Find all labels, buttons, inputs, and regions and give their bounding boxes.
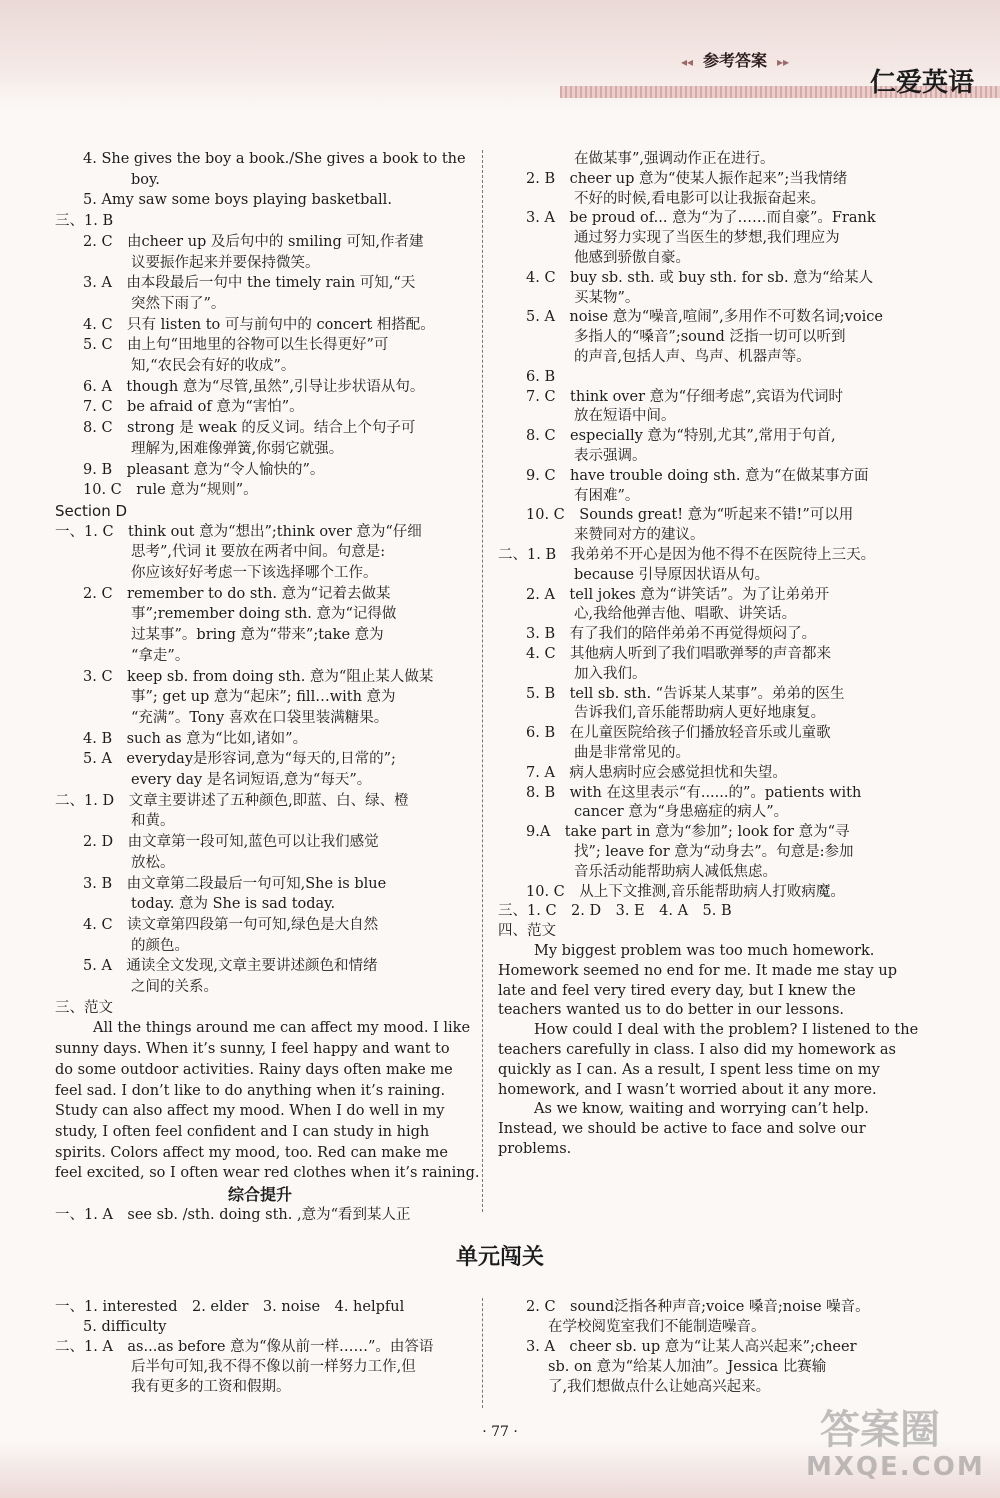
text-line: 在学校阅览室我们不能制造噪音。 bbox=[548, 1319, 766, 1335]
text-line: 5. difficulty bbox=[83, 1319, 167, 1335]
text-line: do some outdoor activities. Rainy days often make me bbox=[55, 1061, 453, 1078]
text-line: 三、1. C 2. D 3. E 4. A 5. B bbox=[498, 903, 732, 920]
text-line: 通过努力实现了当医生的梦想,我们理应为 bbox=[574, 230, 840, 247]
text-line: 一、1. A see sb. /sth. doing sth. ,意为“看到某人正 bbox=[55, 1206, 411, 1223]
text-line: 6. A though 意为“尽管,虽然”,引导让步状语从句。 bbox=[83, 378, 425, 395]
text-line: 议要振作起来并要保持微笑。 bbox=[131, 254, 320, 271]
text-line: 一、1. interested 2. elder 3. noise 4. helpful bbox=[55, 1299, 405, 1315]
text-line: 告诉我们,音乐能帮助病人更好地康复。 bbox=[574, 705, 826, 722]
text-line: 放在短语中间。 bbox=[574, 408, 676, 425]
text-line: 3. B 由文章第二段最后一句可知,She is blue bbox=[83, 875, 387, 892]
text-line: Study can also affect my mood. When I do well in my bbox=[55, 1103, 445, 1120]
text-line: 5. C 由上句“田地里的谷物可以生长得更好”可 bbox=[83, 337, 389, 354]
text-line: “充满”。Tony 喜欢在口袋里装满糖果。 bbox=[131, 709, 389, 726]
text-line: 不好的时候,看电影可以让我振奋起来。 bbox=[574, 190, 826, 207]
text-line: cancer 意为“身患癌症的病人”。 bbox=[574, 804, 789, 821]
text-line: 8. C especially 意为“特别,尤其”,常用于句首, bbox=[526, 428, 836, 445]
text-line: 4. C 只有 listen to 可与前句中的 concert 相搭配。 bbox=[83, 316, 435, 333]
text-line: 表示强调。 bbox=[574, 448, 647, 464]
text-line: 4. B such as 意为“比如,诸如”。 bbox=[83, 730, 308, 747]
text-line: sunny days. When it’s sunny, I feel happy and want to bbox=[55, 1041, 450, 1058]
text-line: 你应该好好考虑一下该选择哪个工作。 bbox=[131, 565, 378, 581]
text-line: 四、范文 bbox=[498, 923, 556, 940]
text-line: As we know, waiting and worrying can’t help. bbox=[534, 1101, 869, 1118]
text-line: 买某物”。 bbox=[574, 289, 640, 306]
text-line: 7. C be afraid of 意为“害怕”。 bbox=[83, 399, 304, 416]
text-line: spirits. Colors affect my mood, too. Red can make me bbox=[55, 1144, 448, 1161]
text-line: 他感到骄傲自豪。 bbox=[574, 250, 690, 266]
book-title: 仁爱英语 bbox=[870, 68, 975, 98]
text-line: 8. C strong 是 weak 的反义词。结合上个句子可 bbox=[83, 420, 416, 437]
text-line: How could I deal with the problem? I listened to the bbox=[534, 1022, 919, 1039]
text-line: 在做某事”,强调动作正在进行。 bbox=[574, 151, 775, 167]
text-line: 曲是非常常见的。 bbox=[574, 745, 690, 761]
text-line: 5. Amy saw some boys playing basketball. bbox=[83, 192, 392, 209]
text-line: 8. B with 在这里表示“有......的”。patients with bbox=[526, 784, 862, 801]
text-line: 6. B bbox=[526, 368, 556, 385]
text-line: 2. C sound泛指各种声音;voice 嗓音;noise 噪音。 bbox=[526, 1299, 870, 1315]
text-line: 2. B cheer up 意为“使某人振作起来”;当我情绪 bbox=[526, 170, 848, 187]
text-line: 知,“农民会有好的收成”。 bbox=[131, 358, 296, 374]
text-line: 4. C 其他病人听到了我们唱歌弹琴的声音都来 bbox=[526, 646, 832, 662]
text-line: today. 意为 She is sad today. bbox=[131, 896, 336, 913]
text-line: All the things around me can affect my mood. I like bbox=[93, 1020, 471, 1037]
text-line: 5. A everyday是形容词,意为“每天的,日常的”; bbox=[83, 751, 396, 768]
text-line: 5. A noise 意为“噪音,喧闹”,多用作不可数名词;voice bbox=[526, 309, 883, 326]
text-line: feel sad. I don’t like to do anything when it’s raining. bbox=[55, 1082, 446, 1099]
text-line: 我有更多的工资和假期。 bbox=[131, 1379, 291, 1395]
text-line: 一、1. C think out 意为“想出”;think over 意为“仔细 bbox=[55, 523, 422, 540]
text-line: 的颜色。 bbox=[131, 937, 189, 954]
text-line: 3. A cheer sb. up 意为“让某人高兴起来”;cheer bbox=[526, 1339, 857, 1355]
text-line: 放松。 bbox=[131, 854, 175, 871]
text-line: 突然下雨了”。 bbox=[131, 295, 226, 312]
text-line: 事”; get up 意为“起床”; fill…with 意为 bbox=[131, 689, 396, 706]
text-line: homework, and I wasn’t worried about it any more. bbox=[498, 1081, 877, 1098]
text-line: 音乐活动能帮助病人减低焦虑。 bbox=[574, 863, 777, 880]
text-line: 4. C 读文章第四段第一句可知,绿色是大自然 bbox=[83, 916, 379, 933]
text-line: 3. A be proud of... 意为“为了……而自豪”。Frank bbox=[526, 210, 876, 227]
header-section-label: ◂◂ 参考答案 ▸▸ bbox=[680, 51, 790, 70]
text-line: 来赞同对方的建议。 bbox=[574, 527, 705, 544]
text-line: late and feel very tired every day, but I knew the bbox=[498, 982, 856, 999]
text-line: Instead, we should be active to face and solve our bbox=[498, 1121, 866, 1138]
text-line: teachers carefully in class. I also did my homework as bbox=[498, 1042, 896, 1058]
text-line: 3. C keep sb. from doing sth. 意为“阻止某人做某 bbox=[83, 668, 434, 685]
column-divider-bottom bbox=[482, 1298, 483, 1408]
text-line: 的声音,包括人声、鸟声、机器声等。 bbox=[574, 349, 811, 365]
arrow-right-icon: ▸▸ bbox=[777, 55, 790, 69]
text-line: 二、1. B 我弟弟不开心是因为他不得不在医院待上三天。 bbox=[498, 547, 876, 563]
text-line: Homework seemed no end for me. It made me stay up bbox=[498, 962, 897, 979]
text-line: 3. A 由本段最后一句中 the timely rain 可知,“天 bbox=[83, 275, 416, 292]
text-line: 5. B tell sb. sth. “告诉某人某事”。弟弟的医生 bbox=[526, 685, 845, 702]
text-line: 过某事”。bring 意为“带来”;take 意为 bbox=[131, 627, 384, 644]
text-line: teachers wanted us to do better in our lessons. bbox=[498, 1002, 844, 1019]
text-line: 思考”,代词 it 要放在两者中间。句意是: bbox=[131, 544, 386, 561]
text-line: 7. C think over 意为“仔细考虑”,宾语为代词时 bbox=[526, 388, 844, 405]
text-line: 和黄。 bbox=[131, 813, 175, 830]
text-line: 综合提升 bbox=[227, 1185, 292, 1204]
text-line: Section D bbox=[55, 501, 128, 520]
text-line: 3. B 有了我们的陪伴弟弟不再觉得烦闷了。 bbox=[526, 626, 817, 643]
text-line: study, I often feel confident and I can study in high bbox=[55, 1123, 430, 1140]
page-number: · 77 · bbox=[482, 1424, 518, 1440]
text-line: 二、1. A as...as before 意为“像从前一样……”。由答语 bbox=[55, 1339, 434, 1355]
text-line: because 引导原因状语从句。 bbox=[574, 566, 770, 583]
text-line: 之间的关系。 bbox=[131, 979, 218, 995]
text-line: 5. A 通读全文发现,文章主要讲述颜色和情绪 bbox=[83, 958, 378, 975]
text-line: boy. bbox=[131, 171, 160, 188]
text-line: 了,我们想做点什么让她高兴起来。 bbox=[548, 1379, 771, 1395]
text-line: quickly as I can. As a result, I spent less time on my bbox=[498, 1061, 880, 1078]
text-line: 二、1. D 文章主要讲述了五种颜色,即蓝、白、绿、橙 bbox=[55, 792, 409, 809]
text-line: 4. C buy sb. sth. 或 buy sth. for sb. 意为“给某人 bbox=[526, 269, 874, 286]
text-line: problems. bbox=[498, 1141, 572, 1157]
text-line: feel excited, so I often wear red clothes when it’s raining. bbox=[55, 1165, 480, 1182]
text-line: 有困难”。 bbox=[574, 487, 640, 504]
text-line: 2. C 由cheer up 及后句中的 smiling 可知,作者建 bbox=[83, 233, 424, 250]
text-line: 2. C remember to do sth. 意为“记着去做某 bbox=[83, 585, 391, 602]
text-line: 9.A take part in 意为“参加”; look for 意为“寻 bbox=[526, 824, 850, 841]
text-line: 9. C have trouble doing sth. 意为“在做某事方面 bbox=[526, 467, 869, 484]
text-line: 10. C rule 意为“规则”。 bbox=[83, 482, 258, 499]
text-line: 加入我们。 bbox=[574, 665, 647, 682]
text-line: 三、范文 bbox=[55, 999, 113, 1016]
text-line: 6. B 在儿童医院给孩子们播放轻音乐或儿童歌 bbox=[526, 725, 831, 742]
text-line: 10. C 从上下文推测,音乐能帮助病人打败病魔。 bbox=[526, 883, 845, 900]
text-line: 多指人的“嗓音”;sound 泛指一切可以听到 bbox=[574, 329, 846, 346]
text-line: “拿走”。 bbox=[131, 647, 190, 664]
column-divider bbox=[482, 150, 483, 1212]
text-line: 理解为,困难像弹簧,你弱它就强。 bbox=[131, 440, 344, 457]
text-line: 9. B pleasant 意为“令人愉快的”。 bbox=[83, 461, 325, 478]
text-line: 4. She gives the boy a book./She gives a book to the bbox=[83, 151, 466, 167]
text-line: 7. A 病人患病时应会感觉担忧和失望。 bbox=[526, 764, 787, 781]
text-line: 找”; leave for 意为“动身去”。句意是:参加 bbox=[574, 844, 854, 860]
text-line: 2. A tell jokes 意为“讲笑话”。为了让弟弟开 bbox=[526, 586, 830, 603]
text-line: 事”;remember doing sth. 意为“记得做 bbox=[131, 606, 397, 623]
text-line: sb. on 意为“给某人加油”。Jessica 比赛输 bbox=[548, 1359, 827, 1375]
watermark-url: MXQE.COM bbox=[806, 1452, 985, 1482]
watermark-logo: 答案圈 bbox=[820, 1407, 940, 1453]
text-line: 2. D 由文章第一段可知,蓝色可以让我们感觉 bbox=[83, 834, 379, 851]
text-line: 三、1. B bbox=[55, 213, 114, 230]
unit-title: 单元闯关 bbox=[455, 1245, 544, 1270]
text-line: every day 是名词短语,意为“每天”。 bbox=[131, 772, 372, 788]
text-line: 10. C Sounds great! 意为“听起来不错!”可以用 bbox=[526, 507, 854, 524]
text-line: 心,我给他弹吉他、唱歌、讲笑话。 bbox=[574, 606, 797, 623]
text-line: 后半句可知,我不得不像以前一样努力工作,但 bbox=[131, 1359, 416, 1375]
arrow-left-icon: ◂◂ bbox=[680, 55, 693, 69]
text-line: My biggest problem was too much homework. bbox=[534, 943, 875, 959]
